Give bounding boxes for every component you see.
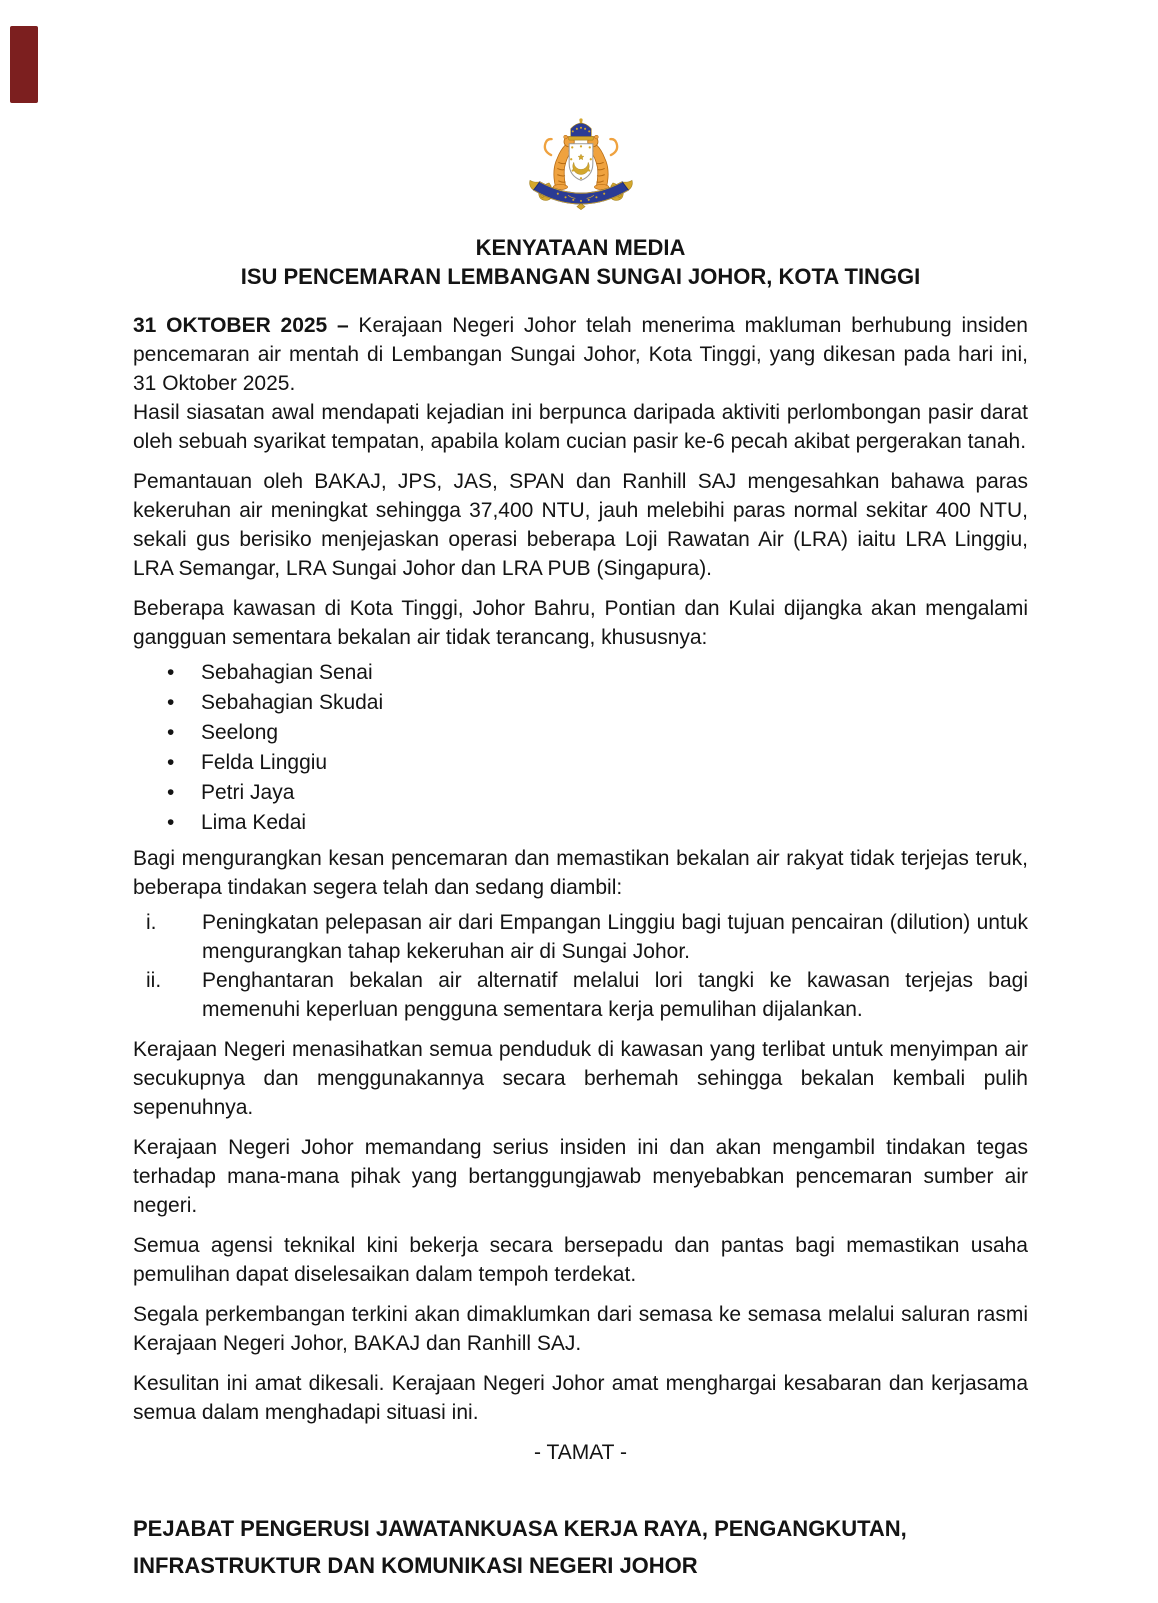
bullet-icon: • xyxy=(167,781,175,804)
area-name: Felda Linggiu xyxy=(201,751,328,774)
bullet-icon: • xyxy=(167,751,175,774)
bullet-icon: • xyxy=(167,691,175,714)
paragraph-monitoring: Pemantauan oleh BAKAJ, JPS, JAS, SPAN dan Ranhill SAJ mengesahkan bahawa paras kekeruhan air meningkat sehingga 37,400 NTU, jauh melebihi paras normal sekitar 400 NTU, sekali gus berisiko menjejaskan operasi beberapa Loji Rawatan Air (LRA) iaitu LRA Linggiu, LRA Semangar, LRA Sungai Johor dan LRA PUB (Singapura). xyxy=(133,470,1028,580)
issuing-office-line-1: PEJABAT PENGERUSI JAWATANKUASA KERJA RAYA, PENGANGKUTAN, xyxy=(133,1516,907,1541)
list-item xyxy=(133,718,1028,748)
title-line-2: ISU PENCEMARAN LEMBANGAN SUNGAI JOHOR, KOTA TINGGI xyxy=(240,264,921,289)
area-name: Petri Jaya xyxy=(201,781,295,804)
issuing-office-line-2: INFRASTRUKTUR DAN KOMUNIKASI NEGERI JOHOR xyxy=(133,1553,698,1578)
date-bold-lead: 31 OKTOBER 2025 – xyxy=(133,314,349,337)
list-item xyxy=(133,688,1028,718)
area-name: Sebahagian Senai xyxy=(201,661,373,684)
list-item xyxy=(133,748,1028,778)
affected-areas-list xyxy=(133,658,1028,838)
list-item xyxy=(133,658,1028,688)
roman-numeral: ii. xyxy=(146,969,162,992)
paragraph-cause: Hasil siasatan awal mendapati kejadian ini berpunca daripada aktiviti perlombongan pasir darat oleh sebuah syarikat tempatan, apabila kolam cucian pasir ke-6 pecah akibat pergerakan tanah. xyxy=(133,401,1028,453)
issuing-office xyxy=(133,1510,1030,1584)
paragraph-date-intro-text: Kerajaan Negeri Johor telah menerima makluman berhubung insiden pencemaran air mentah di Lembangan Sungai Johor, Kota Tinggi, yang dikesan pada hari ini, 31 Oktober 2025. xyxy=(133,314,1028,395)
corner-red-mark xyxy=(10,26,38,103)
end-mark: - TAMAT - xyxy=(534,1441,627,1464)
letterhead xyxy=(133,118,1028,221)
action-text: Penghantaran bekalan air alternatif melalui lori tangki ke kawasan terjejas bagi memenuhi keperluan pengguna sementara kerja pemulihan dijalankan. xyxy=(202,969,1028,1021)
area-name: Lima Kedai xyxy=(201,811,307,834)
action-text: Peningkatan pelepasan air dari Empangan Linggiu bagi tujuan pencairan (dilution) untuk mengurangkan tahap kekeruhan air di Sungai Johor. xyxy=(202,911,1028,963)
document-title xyxy=(133,233,1028,291)
roman-numeral: i. xyxy=(146,911,157,934)
list-item xyxy=(133,778,1028,808)
bullet-icon: • xyxy=(167,661,175,684)
crown-icon xyxy=(568,118,593,140)
list-item xyxy=(133,808,1028,838)
list-item xyxy=(133,966,1028,1024)
johor-coat-of-arms-icon xyxy=(519,118,643,221)
paragraph-enforcement: Kerajaan Negeri Johor memandang serius insiden ini dan akan mengambil tindakan tegas terhadap mana-mana pihak yang bertanggungjawab menyebabkan pencemaran sumber air negeri. xyxy=(133,1136,1028,1217)
banner-ribbon-icon xyxy=(529,180,632,209)
title-line-1: KENYATAAN MEDIA xyxy=(475,235,686,260)
shield-icon xyxy=(569,144,593,181)
bullet-icon: • xyxy=(167,811,175,834)
area-name: Seelong xyxy=(201,721,279,744)
area-name: Sebahagian Skudai xyxy=(201,691,384,714)
paragraph-apology: Kesulitan ini amat dikesali. Kerajaan Negeri Johor amat menghargai kesabaran dan kerjasama semua dalam menghadapi situasi ini. xyxy=(133,1372,1028,1424)
list-item xyxy=(133,908,1028,966)
paragraph-affected-areas-intro: Beberapa kawasan di Kota Tinggi, Johor Bahru, Pontian dan Kulai dijangka akan mengalami gangguan sementara bekalan air tidak terancang, khususnya: xyxy=(133,597,1028,649)
actions-list xyxy=(133,908,1028,1024)
paragraph-actions-intro: Bagi mengurangkan kesan pencemaran dan memastikan bekalan air rakyat tidak terjejas teruk, beberapa tindakan segera telah dan sedang diambil: xyxy=(133,847,1028,899)
paragraph-advice: Kerajaan Negeri menasihatkan semua penduduk di kawasan yang terlibat untuk menyimpan air secukupnya dan menggunakannya secara berhemah sehingga bekalan kembali pulih sepenuhnya. xyxy=(133,1038,1028,1119)
bullet-icon: • xyxy=(167,721,175,744)
paragraph-date-intro xyxy=(133,311,1028,398)
paragraph-agencies: Semua agensi teknikal kini bekerja secara bersepadu dan pantas bagi memastikan usaha pemulihan dapat diselesaikan dalam tempoh terdekat. xyxy=(133,1234,1028,1286)
paragraph-updates: Segala perkembangan terkini akan dimaklumkan dari semasa ke semasa melalui saluran rasmi Kerajaan Negeri Johor, BAKAJ dan Ranhill SAJ. xyxy=(133,1303,1028,1355)
